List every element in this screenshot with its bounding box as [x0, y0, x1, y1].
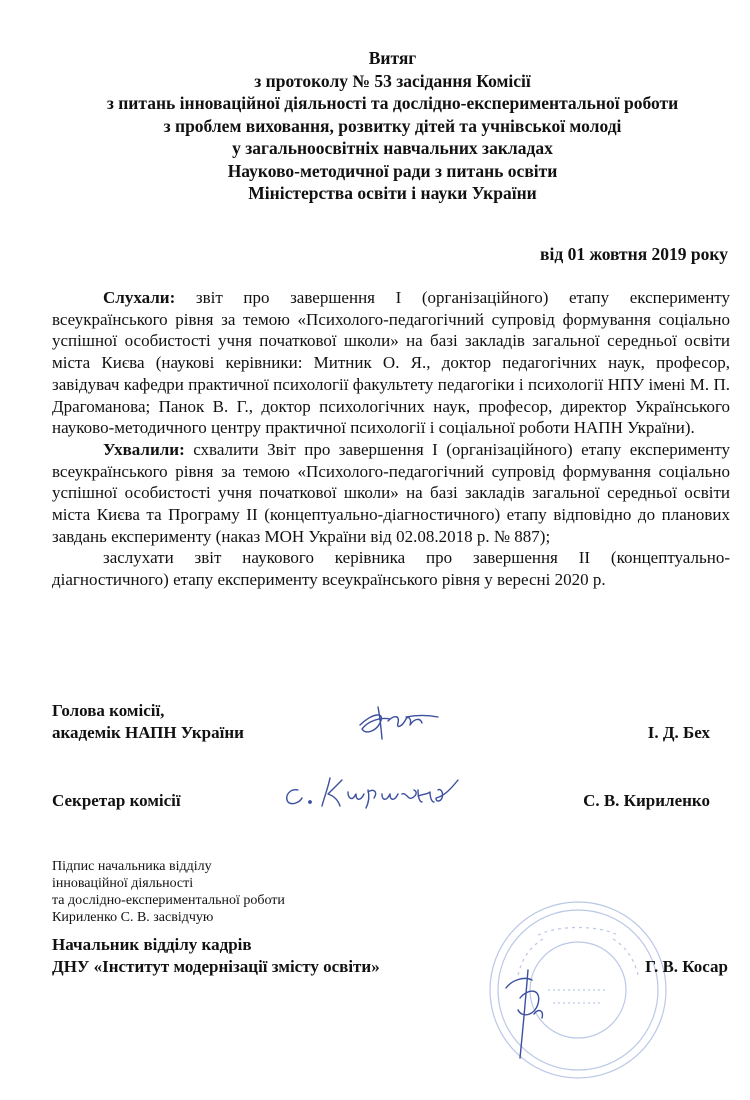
header-line-commission: з питань інноваційної діяльності та дослідно-експериментальної роботи — [106, 93, 679, 113]
certification-note — [52, 858, 452, 926]
certification-line-4: Кириленко С. В. засвідчую — [52, 910, 214, 925]
secretary-handwritten-signature — [278, 768, 478, 812]
decided-text: схвалити Звіт про завершення І (організаційного) етапу експерименту всеукраїнського рівня за темою «Психолого-педагогічний супровід формування соціально успішної особистості учня початкової школи» на базі закладів загальної середньої освіти міста Києва та Програму ІІ (концептуально-діагностичного) етапу відповідно до планових завдань експерименту (наказ МОН України від 02.08.2018 р. № 887); — [52, 439, 730, 546]
decided-label: Ухвалили: — [103, 439, 185, 459]
hr-head-name: Г. В. Косар — [645, 957, 728, 976]
chair-handwritten-signature — [350, 703, 445, 743]
hr-head-handwritten-signature — [498, 958, 558, 1068]
chair-name: І. Д. Бех — [647, 723, 710, 742]
hr-head-title-line-1: Начальник відділу кадрів — [52, 935, 252, 954]
heard-paragraph — [52, 287, 730, 439]
decided-paragraph-2 — [52, 547, 730, 590]
chair-title-line-2: академік НАПН України — [52, 722, 244, 742]
certification-line-1: Підпис начальника відділу — [52, 859, 212, 874]
header-line-title: Витяг — [368, 48, 417, 68]
chair-title-line-1: Голова комісії, — [52, 701, 165, 720]
secretary-title: Секретар комісії — [52, 791, 181, 810]
header-line-schools: у загальноосвітніх навчальних закладах — [232, 138, 553, 158]
document-header — [40, 47, 745, 205]
document-date: від 01 жовтня 2019 року — [540, 244, 728, 264]
header-line-council: Науково-методичної ради з питань освіти — [227, 160, 558, 181]
document-body — [52, 287, 730, 591]
decided-paragraph — [52, 439, 730, 548]
secretary-name: С. В. Кириленко — [583, 791, 710, 810]
certification-line-2: інноваційної діяльності — [52, 876, 194, 891]
header-line-ministry: Міністерства освіти і науки України — [248, 183, 537, 203]
header-line-problems: з проблем виховання, розвитку дітей та учнівської молоді — [163, 115, 622, 136]
hr-head-title-line-2: ДНУ «Інститут модернізації змісту освіти» — [52, 957, 380, 976]
certification-line-3: та дослідно-експериментальної роботи — [52, 893, 285, 908]
heard-text: звіт про завершення І (організаційного) етапу експерименту всеукраїнського рівня за темою «Психолого-педагогічний супровід формування соціально успішної особистості учня початкової школи» на базі закладів загальної середньої освіти міста Києва (наукові керівники: Митник О. Я., доктор педагогічних наук, професор, завідувач кафедри практичної психології факультету педагогіки і психології НПУ імені М. П. Драгоманова; Панок В. Г., доктор психологічних наук, професор, директор Українського науково-методичного центру практичної психології і соціальної роботи НАПН України). — [52, 288, 730, 438]
header-line-protocol: з протоколу № 53 засідання Комісії — [254, 70, 531, 91]
heard-label: Слухали: — [103, 288, 176, 307]
hr-head-title — [52, 934, 380, 978]
decided-text-2: заслухати звіт наукового керівника про завершення ІІ (концептуально-діагностичного) етапу експерименту всеукраїнського рівня у вересні 2020 р. — [52, 548, 730, 590]
chair-title — [52, 700, 244, 743]
